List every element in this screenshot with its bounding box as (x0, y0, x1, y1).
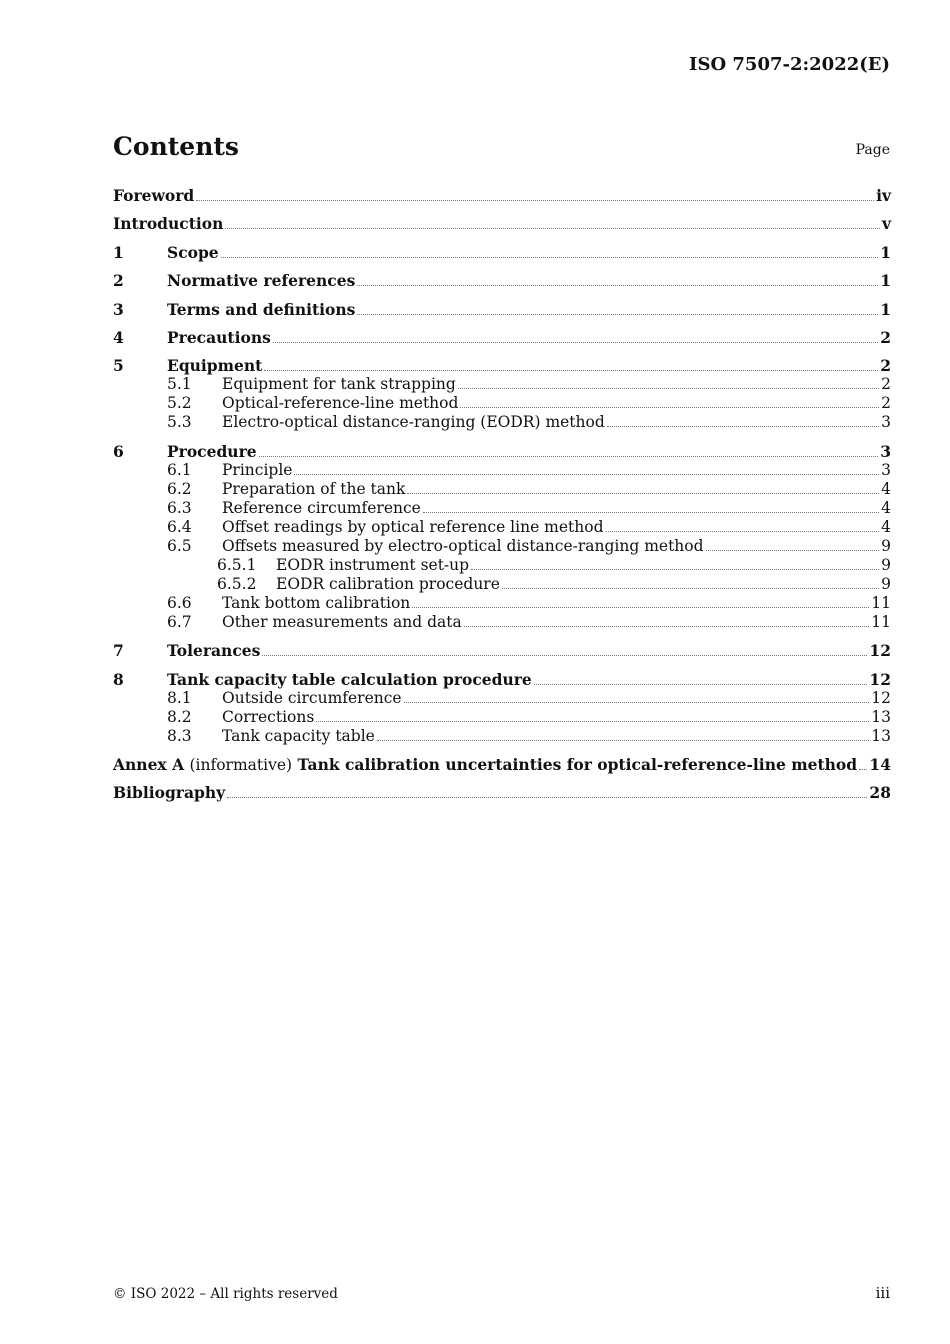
toc-entry-title: Terms and definitions (167, 299, 356, 319)
toc-entry-number: 6.2 (167, 479, 192, 498)
toc-entry-page: 13 (871, 726, 891, 745)
dot-leader (471, 568, 879, 570)
document-id: ISO 7507-2:2022(E) (689, 54, 890, 75)
toc-entry-number: 6.5.2 (217, 574, 257, 593)
toc-entry[interactable] (113, 442, 891, 461)
toc-entry-title: EODR calibration procedure (276, 574, 500, 593)
toc-entry-title: Precautions (167, 327, 271, 347)
dot-leader (196, 199, 874, 201)
toc-entry-title: Offsets measured by electro-optical distance-ranging method (222, 536, 704, 555)
toc-entry-page: 14 (869, 754, 891, 774)
dot-leader (859, 768, 867, 770)
toc-entry-title: Corrections (222, 707, 315, 726)
toc-entry-page: 4 (881, 517, 891, 536)
toc-entry-title: Equipment (167, 356, 263, 376)
toc-entry-number: 6.5.1 (217, 555, 257, 574)
toc-entry-title: Scope (167, 242, 219, 262)
toc-entry-number: 1 (113, 242, 124, 262)
toc-entry-title: Electro-optical distance-ranging (EODR) method (222, 413, 605, 432)
toc-entry-page: 2 (880, 327, 891, 347)
toc-entry[interactable] (113, 271, 891, 290)
toc-entry[interactable] (113, 356, 891, 375)
toc-entry-title: Other measurements and data (222, 612, 462, 631)
toc-entry-page: 9 (881, 555, 891, 574)
toc-entry-number: 6.6 (167, 593, 192, 612)
toc-entry[interactable] (113, 594, 891, 613)
dot-leader (262, 654, 867, 656)
toc-entry-number: 6.3 (167, 498, 192, 517)
toc-entry-page: 13 (871, 707, 891, 726)
toc-entry-title: Preparation of the tank (222, 479, 406, 498)
toc-entry[interactable] (113, 556, 891, 575)
toc-entry-title: Normative references (167, 271, 356, 291)
toc-entry-number: 5.3 (167, 413, 192, 432)
toc-entry[interactable] (113, 375, 891, 394)
dot-leader (225, 227, 880, 229)
toc-entry-number: 2 (113, 271, 124, 291)
toc-entry[interactable] (113, 499, 891, 518)
annex-qualifier: (informative) (189, 755, 293, 774)
toc-entry-page: 2 (880, 356, 891, 376)
dot-leader (407, 492, 879, 494)
dot-leader (412, 606, 869, 608)
dot-leader (464, 625, 870, 627)
toc-entry[interactable] (113, 689, 891, 708)
contents-heading: Contents (113, 132, 240, 161)
toc-entry[interactable] (113, 670, 891, 689)
toc-entry-title: Equipment for tank strapping (222, 375, 456, 394)
toc-entry-page: 3 (881, 413, 891, 432)
toc-entry-page: 2 (881, 375, 891, 394)
toc-entry-page: 3 (881, 460, 891, 479)
toc-entry-title: Procedure (167, 441, 257, 461)
toc-entry-number: 7 (113, 641, 124, 661)
dot-leader (259, 455, 879, 457)
toc-entry-page: iv (876, 186, 891, 205)
toc-entry-page: 9 (881, 574, 891, 593)
toc-entry-title: Principle (222, 460, 293, 479)
toc-entry[interactable] (113, 537, 891, 556)
dot-leader (404, 701, 870, 703)
toc-entry-title: Optical-reference-line method (222, 394, 459, 413)
toc-entry-page: 12 (869, 641, 891, 661)
toc-entry-number: 8.2 (167, 707, 192, 726)
page-number: iii (875, 1284, 890, 1302)
toc-entry-page: 3 (880, 441, 891, 461)
toc-entry-page: 1 (880, 299, 891, 319)
toc-entry-number: 3 (113, 299, 124, 319)
toc-entry[interactable] (113, 243, 891, 262)
copyright-notice: © ISO 2022 – All rights reserved (113, 1286, 338, 1302)
toc-entry-number: 6.4 (167, 517, 192, 536)
dot-leader (273, 341, 878, 343)
toc-annex-title (113, 755, 857, 775)
toc-entry-page: 11 (871, 612, 891, 631)
toc-entry-title: EODR instrument set-up (276, 555, 470, 574)
toc-entry-number: 4 (113, 327, 124, 347)
toc-entry-page: 12 (869, 669, 891, 689)
dot-leader (264, 369, 878, 371)
toc-entry[interactable] (113, 413, 891, 432)
toc-entry[interactable] (113, 394, 891, 413)
dot-leader (357, 284, 878, 286)
toc-entry[interactable] (113, 783, 891, 802)
toc-entry-number: 5.1 (167, 375, 192, 394)
toc-entry[interactable] (113, 641, 891, 660)
dot-leader (221, 256, 879, 258)
toc-entry-number: 6.5 (167, 536, 192, 555)
dot-leader (316, 720, 869, 722)
toc-entry[interactable] (113, 480, 891, 499)
toc-entry-number: 6.1 (167, 460, 192, 479)
dot-leader (502, 587, 879, 589)
dot-leader (706, 549, 880, 551)
toc-entry-page: 4 (881, 498, 891, 517)
dot-leader (227, 796, 867, 798)
toc-entry[interactable] (113, 186, 891, 205)
toc-entry-title: Tank capacity table (222, 726, 375, 745)
toc-entry-number: 8.1 (167, 688, 192, 707)
toc-entry-page: 2 (881, 394, 891, 413)
toc-entry-title: Introduction (113, 214, 224, 234)
toc-entry-number: 5 (113, 356, 124, 376)
toc-entry-title: Tank capacity table calculation procedure (167, 669, 532, 689)
toc-entry[interactable] (113, 708, 891, 727)
toc-entry-title: Outside circumference (222, 688, 402, 707)
toc-entry-title: Tolerances (167, 641, 261, 661)
toc-entry-page: 28 (869, 783, 891, 803)
toc-entry[interactable] (113, 575, 891, 594)
toc-entry-title: Reference circumference (222, 498, 421, 517)
toc-entry[interactable] (113, 328, 891, 347)
page-column-label: Page (855, 142, 890, 158)
dot-leader (294, 473, 879, 475)
toc-entry-number: 8.3 (167, 726, 192, 745)
dot-leader (423, 511, 879, 513)
dot-leader (377, 739, 869, 741)
dot-leader (460, 406, 879, 408)
toc-entry-number: 6.7 (167, 612, 192, 631)
dot-leader (606, 530, 880, 532)
toc-entry[interactable] (113, 214, 891, 233)
toc-entry-title: Tank bottom calibration (222, 593, 411, 612)
annex-title: Tank calibration uncertainties for optical-reference-line method (297, 754, 858, 774)
dot-leader (458, 387, 879, 389)
toc-entry-page: 1 (880, 242, 891, 262)
annex-label: Annex A (113, 754, 185, 774)
dot-leader (534, 683, 868, 685)
toc-entry[interactable] (113, 518, 891, 537)
toc-entry-title: Foreword (113, 186, 195, 205)
toc-entry-page: 9 (881, 536, 891, 555)
toc-entry[interactable] (113, 755, 891, 774)
dot-leader (357, 313, 878, 315)
toc-entry-number: 5.2 (167, 394, 192, 413)
toc-entry[interactable] (113, 613, 891, 632)
toc-entry-title: Offset readings by optical reference line method (222, 517, 604, 536)
toc-entry-page: 4 (881, 479, 891, 498)
table-of-contents (113, 186, 891, 802)
toc-entry-number: 6 (113, 441, 124, 461)
toc-entry[interactable] (113, 727, 891, 746)
dot-leader (607, 425, 879, 427)
toc-entry-page: 11 (871, 593, 891, 612)
toc-entry[interactable] (113, 300, 891, 319)
toc-entry-page: v (881, 214, 891, 234)
toc-entry-number: 8 (113, 669, 124, 689)
toc-entry-title: Bibliography (113, 783, 226, 803)
toc-entry-page: 12 (871, 688, 891, 707)
toc-entry[interactable] (113, 461, 891, 480)
toc-entry-page: 1 (880, 271, 891, 291)
